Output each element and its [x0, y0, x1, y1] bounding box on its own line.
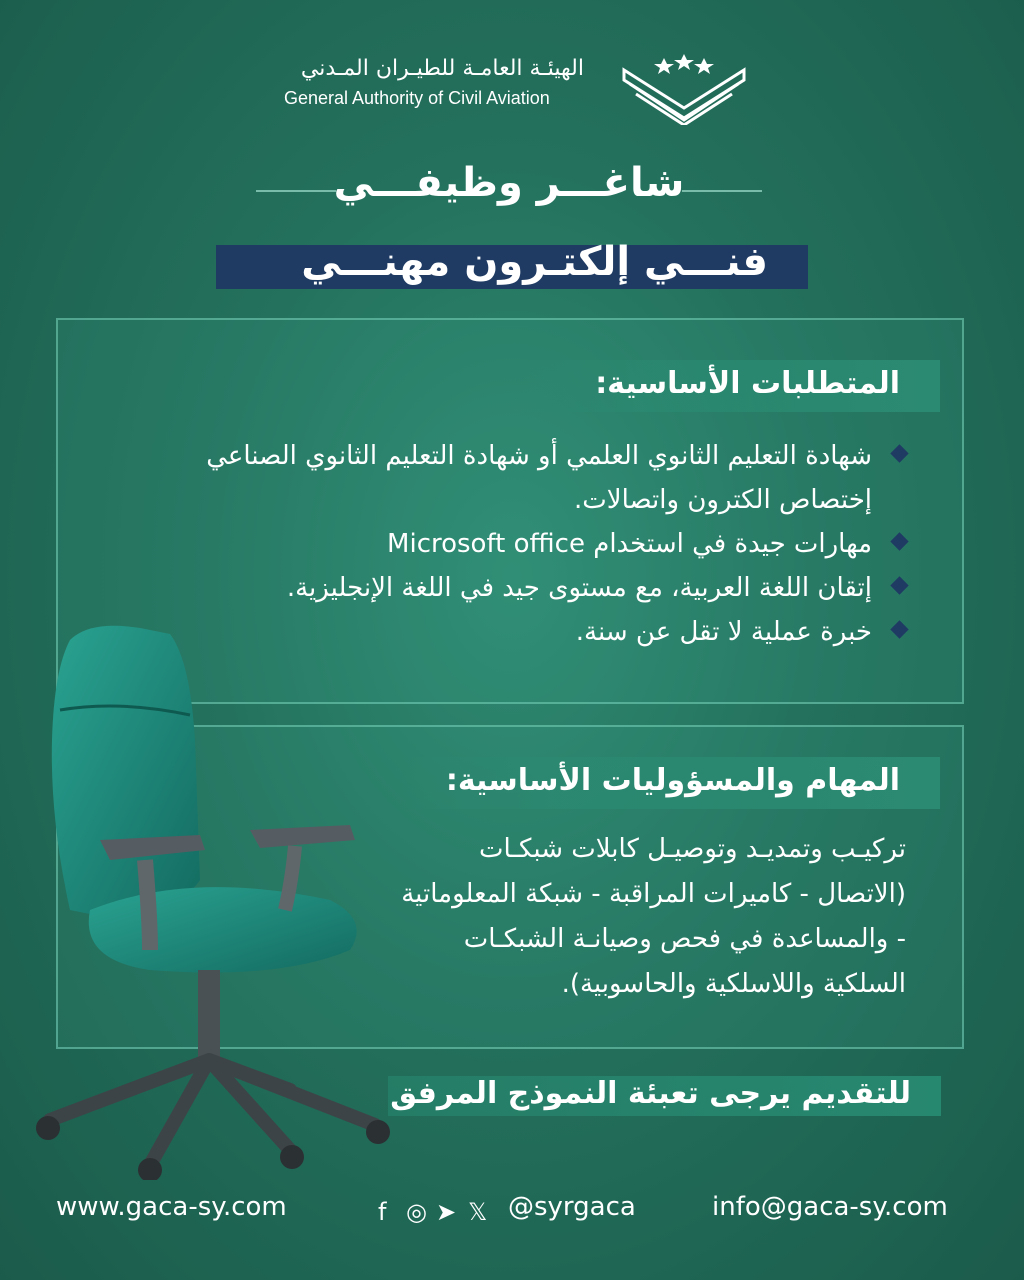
social-handle[interactable]: @syrgaca — [508, 1192, 636, 1222]
requirements-heading: المتطلبات الأساسية: — [595, 366, 900, 401]
telegram-icon[interactable]: ➤ — [436, 1198, 457, 1226]
email-link[interactable]: info@gaca-sy.com — [712, 1192, 948, 1222]
requirements-heading-bar — [520, 360, 940, 412]
social-icons — [378, 1198, 498, 1226]
apply-banner — [388, 1076, 941, 1116]
x-icon[interactable]: 𝕏 — [468, 1198, 488, 1226]
tasks-line: تركيـب وتمديـد وتوصيـل كابلات شبكـات — [479, 834, 906, 864]
apply-text: للتقديم يرجى تعبئة النموذج المرفق — [390, 1076, 911, 1111]
list-item: خبرة عملية لا تقل عن سنة. — [146, 610, 906, 654]
job-title-banner — [216, 239, 808, 289]
diamond-bullet-icon — [890, 532, 908, 550]
tasks-text — [346, 827, 906, 1007]
facebook-icon[interactable]: f — [378, 1198, 387, 1226]
tasks-line: - والمساعدة في فحص وصيانـة الشبكـات — [463, 924, 906, 954]
tasks-line: (الاتصال - كاميرات المراقبة - شبكة المعلوماتية — [401, 879, 906, 909]
diamond-bullet-icon — [890, 444, 908, 462]
tasks-heading-bar — [400, 757, 940, 809]
website-link[interactable]: www.gaca-sy.com — [56, 1192, 287, 1222]
diamond-bullet-icon — [890, 620, 908, 638]
brand-logo — [284, 50, 754, 130]
list-item: إتقان اللغة العربية، مع مستوى جيد في اللغة الإنجليزية. — [146, 566, 906, 610]
instagram-icon[interactable]: ◎ — [406, 1198, 427, 1226]
job-title: فنـــي إلكتـرون مهنـــي — [301, 239, 768, 285]
tasks-line: السلكية واللاسلكية والحاسوبية). — [561, 969, 906, 999]
list-item: مهارات جيدة في استخدام Microsoft office — [146, 522, 906, 566]
office-chair-illustration — [30, 620, 410, 1180]
vacancy-label: شاغـــر وظيفـــي — [333, 160, 685, 206]
list-item: شهادة التعليم الثانوي العلمي أو شهادة التعليم الثانوي الصناعي إختصاص الكترون واتصالات. — [146, 434, 906, 522]
brand-name-arabic: الهيئـة العامـة للطيـران المـدني — [300, 56, 584, 81]
wings-emblem-icon — [614, 50, 754, 125]
diamond-bullet-icon — [890, 576, 908, 594]
brand-name-english: General Authority of Civil Aviation — [284, 88, 550, 108]
tasks-heading: المهام والمسؤوليات الأساسية: — [445, 763, 900, 798]
vacancy-kicker — [256, 160, 762, 220]
